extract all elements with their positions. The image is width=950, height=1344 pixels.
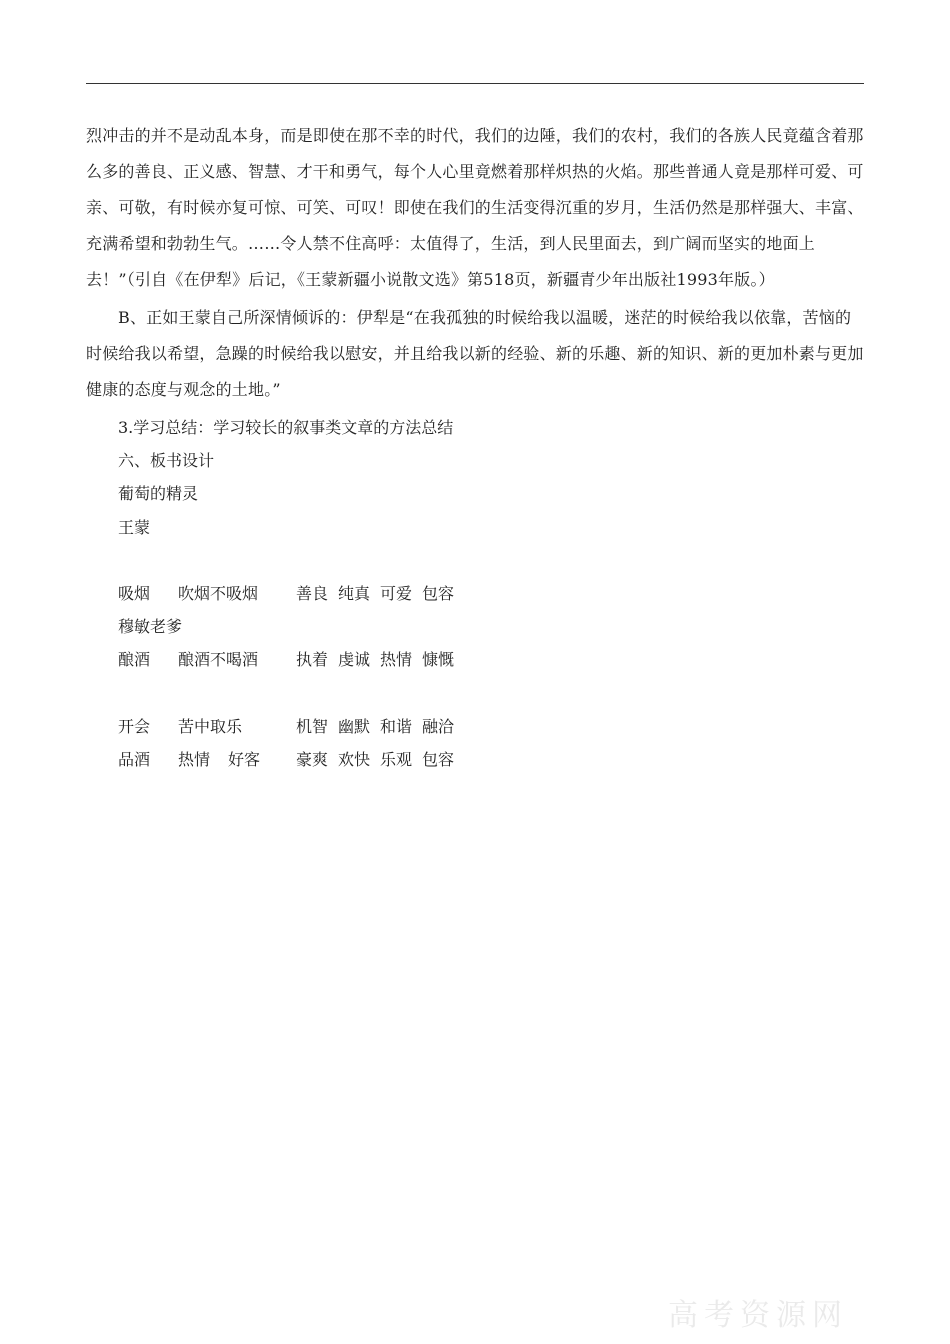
board-cell: 吸烟 [118,584,151,603]
board-cell: 善良 [296,584,329,603]
board-author: 王蒙 [118,518,151,537]
watermark: 高考资源网 [668,1298,848,1333]
board-cell: 品酒 [118,750,151,769]
board-cell: 执着 [296,650,329,669]
board-cell: 吹烟不吸烟 [178,584,259,603]
board-cell: 慷慨 [422,650,455,669]
board-title: 葡萄的精灵 [118,484,199,503]
board-cell: 酿酒不喝酒 [178,650,259,669]
summary-line: 3.学习总结：学习较长的叙事类文章的方法总结 [118,418,454,437]
board-cell: 包容 [422,584,455,603]
board-cell: 欢快 [338,750,371,769]
board-cell: 机智 [296,717,329,736]
header-rule [86,83,864,84]
board-cell: 融洽 [422,717,455,736]
paragraph-quote: 烈冲击的并不是动乱本身，而是即使在那不幸的时代，我们的边陲，我们的农村，我们的各族人民竟蕴含着那么多的善良、正义感、智慧、才干和勇气，每个人心里竟燃着那样炽热的火焰。那些普通人竟是那样可爱、可亲、可敬，有时候亦复可惊、可笑、可叹！即使在我们的生活变得沉重的岁月，生活仍然是那样强大、丰富、充满希望和勃勃生气。……令人禁不住高呼：太值得了，生活，到人民里面去，到广阔而坚实的地面上去！”（引自《在伊犁》后记，《王蒙新疆小说散文选》第518页，新疆青少年出版社1993年版。） [86,126,864,289]
section-heading: 六、板书设计 [118,451,215,470]
paragraph-b [86,300,866,408]
board-person: 穆敏老爹 [118,617,183,636]
paragraph-b-text: B、正如王蒙自己所深情倾诉的：伊犁是“在我孤独的时候给我以温暖，迷茫的时候给我以依靠，苦恼的时候给我以希望，急躁的时候给我以慰安，并且给我以新的经验、新的乐趣、新的知识、新的更加朴素与更加健康的态度与观念的土地。” [86,308,864,399]
board-cell: 酿酒 [118,650,151,669]
board-cell: 包容 [422,750,455,769]
board-cell: 可爱 [380,584,413,603]
board-cell: 苦中取乐 [178,717,243,736]
board-cell: 热情 [380,650,413,669]
board-cell: 虔诚 [338,650,371,669]
board-cell: 和谐 [380,717,413,736]
board-cell: 热情 [178,750,211,769]
board-cell: 幽默 [338,717,371,736]
board-cell: 好客 [228,750,261,769]
board-cell: 开会 [118,717,151,736]
board-cell: 乐观 [380,750,413,769]
board-cell: 纯真 [338,584,371,603]
board-cell: 豪爽 [296,750,329,769]
